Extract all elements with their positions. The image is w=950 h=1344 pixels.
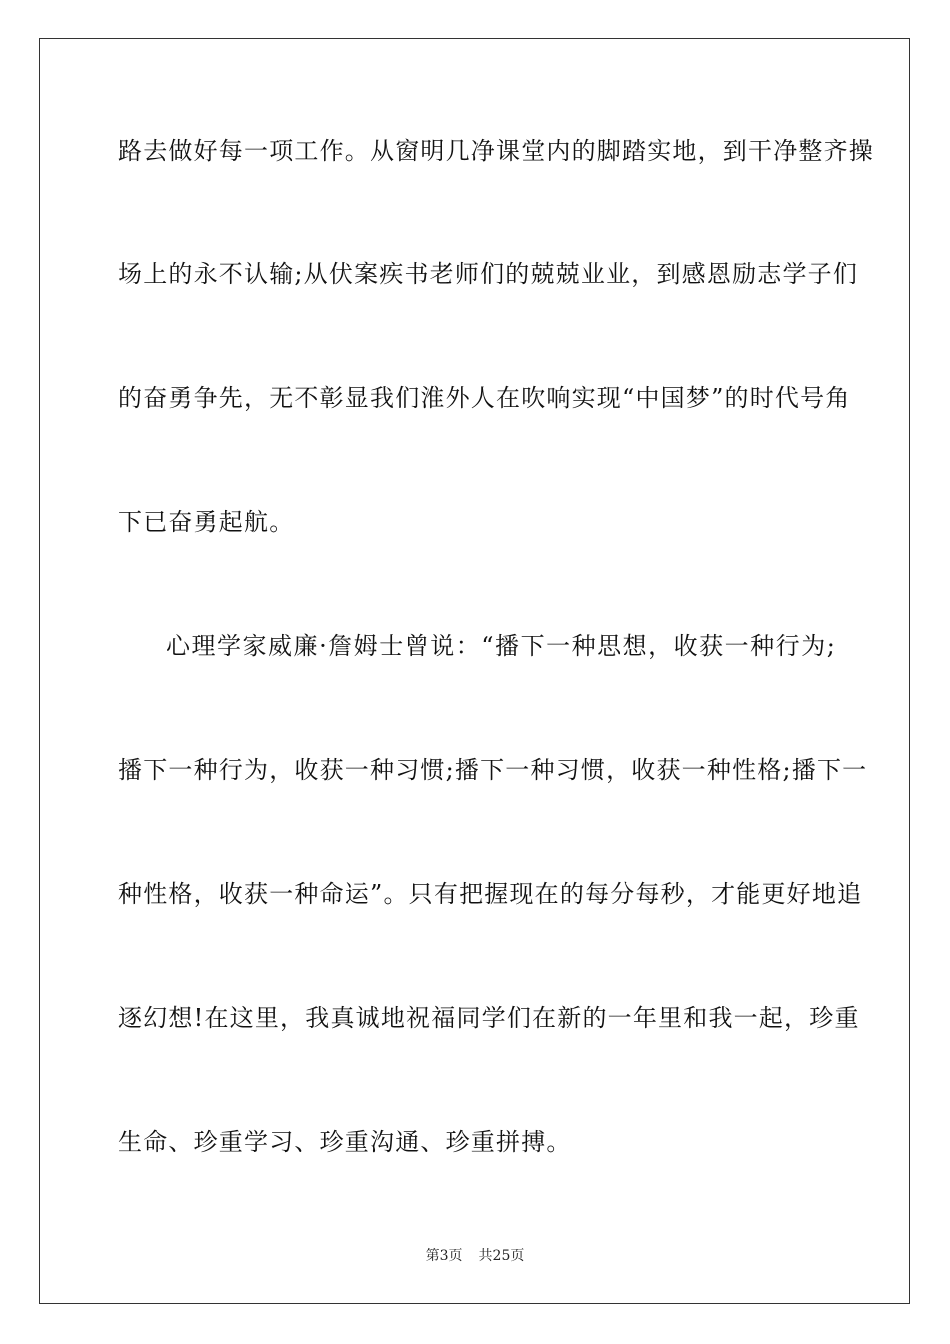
page-total: 共25页: [478, 1248, 525, 1264]
paragraph-line-7: 种性格，收获一种命运”。只有把握现在的每分每秒，才能更好地追: [118, 880, 863, 908]
paragraph-line-3: 的奋勇争先，无不彰显我们淮外人在吹响实现“中国梦”的时代号角: [118, 384, 851, 412]
page-footer: [0, 1246, 950, 1266]
paragraph-line-8: 逐幻想!在这里，我真诚地祝福同学们在新的一年里和我一起，珍重: [118, 1004, 860, 1032]
page-number: 第3页: [425, 1248, 463, 1264]
paragraph-line-9: 生命、珍重学习、珍重沟通、珍重拼搏。: [118, 1128, 572, 1156]
paragraph-line-4: 下已奋勇起航。: [118, 508, 295, 536]
paragraph-line-2: 场上的永不认输;从伏案疾书老师们的兢兢业业，到感恩励志学子们: [118, 260, 859, 288]
paragraph-line-5: 心理学家威廉·詹姆士曾说：“播下一种思想，收获一种行为;: [166, 632, 836, 660]
page-border: [39, 38, 910, 1304]
paragraph-line-6: 播下一种行为，收获一种习惯;播下一种习惯，收获一种性格;播下一: [118, 756, 868, 784]
paragraph-line-1: 路去做好每一项工作。从窗明几净课堂内的脚踏实地，到干净整齐操: [118, 137, 874, 165]
